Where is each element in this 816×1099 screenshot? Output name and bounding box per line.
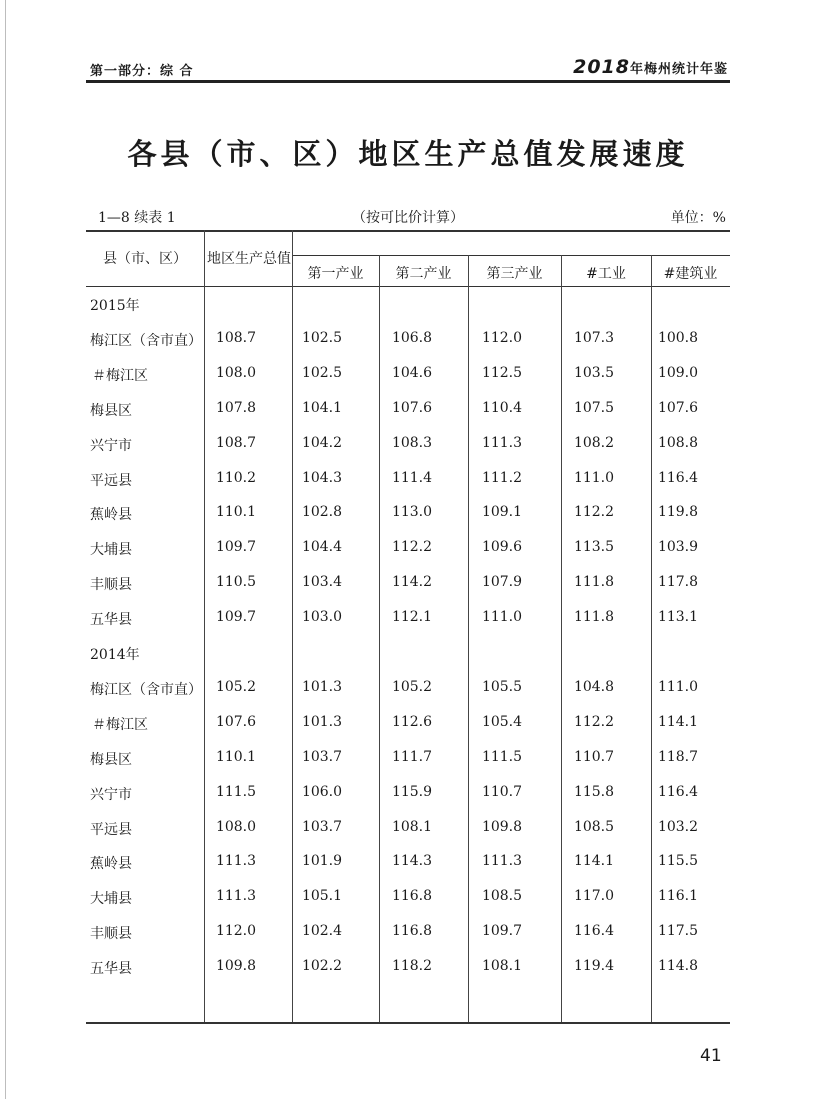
region-name: 五华县 — [90, 612, 132, 629]
value-cell: 112.2 — [391, 539, 433, 556]
table-row — [86, 609, 730, 629]
value-cell: 111.5 — [481, 748, 523, 765]
table-row — [86, 749, 730, 769]
region-name: 大埔县 — [90, 891, 132, 908]
value-cell: 101.9 — [301, 853, 343, 870]
value-cell: 115.5 — [657, 853, 699, 870]
value-cell: 103.7 — [301, 748, 343, 765]
value-cell: 102.8 — [301, 504, 343, 521]
value-cell: 107.3 — [573, 329, 615, 346]
value-cell: 108.5 — [573, 818, 615, 835]
value-cell: 108.7 — [215, 434, 257, 451]
table-row — [86, 330, 730, 350]
value-cell: 119.4 — [573, 958, 615, 975]
table-row — [86, 714, 730, 734]
table-bottom-rule — [86, 1022, 730, 1024]
value-cell: 109.7 — [215, 539, 257, 556]
value-cell: 109.6 — [481, 539, 523, 556]
value-cell: 111.5 — [215, 783, 257, 800]
value-cell: 110.7 — [481, 783, 523, 800]
value-cell: 119.8 — [657, 504, 699, 521]
value-cell: 104.1 — [301, 399, 343, 416]
region-name: 兴宁市 — [90, 786, 132, 803]
value-cell: 113.0 — [391, 504, 433, 521]
table-row — [86, 400, 730, 420]
region-name: 平远县 — [90, 472, 132, 489]
book-title — [573, 56, 728, 78]
value-cell: 107.6 — [391, 399, 433, 416]
value-cell: 114.1 — [573, 853, 615, 870]
region-name: 兴宁市 — [90, 437, 132, 454]
value-cell: 104.4 — [301, 539, 343, 556]
value-cell: 116.4 — [573, 923, 615, 940]
table-row — [86, 819, 730, 839]
value-cell: 116.4 — [657, 469, 699, 486]
region-name: ＃梅江区 — [92, 716, 148, 733]
value-cell: 103.5 — [573, 364, 615, 381]
table-unit: 单位：% — [670, 210, 726, 226]
region-name: 蕉岭县 — [90, 507, 132, 524]
value-cell: 107.6 — [657, 399, 699, 416]
value-cell: 105.1 — [301, 888, 343, 905]
value-cell: 111.4 — [391, 469, 433, 486]
running-header — [86, 56, 730, 82]
value-cell: 111.7 — [391, 748, 433, 765]
table-row — [86, 853, 730, 873]
region-name: 大埔县 — [90, 542, 132, 559]
year-label: 2014年 — [90, 647, 140, 663]
value-cell: 109.7 — [215, 609, 257, 626]
value-cell: 111.0 — [657, 678, 699, 695]
value-cell: 117.8 — [657, 574, 699, 591]
region-name: 梅县区 — [90, 402, 132, 419]
value-cell: 104.6 — [391, 364, 433, 381]
value-cell: 113.1 — [657, 609, 699, 626]
value-cell: 110.5 — [215, 574, 257, 591]
table-row — [86, 365, 730, 385]
value-cell: 108.3 — [391, 434, 433, 451]
value-cell: 106.8 — [391, 329, 433, 346]
book-year: 2018 — [573, 56, 630, 78]
book-name: 年梅州统计年鉴 — [629, 62, 728, 77]
value-cell: 110.1 — [215, 504, 257, 521]
table-row — [86, 435, 730, 455]
region-name: 平远县 — [90, 821, 132, 838]
table-row — [86, 888, 730, 908]
value-cell: 102.5 — [301, 364, 343, 381]
table-row — [86, 574, 730, 594]
value-cell: 108.5 — [481, 888, 523, 905]
value-cell: 112.5 — [481, 364, 523, 381]
col-header-industry: #工业 — [586, 266, 626, 282]
value-cell: 102.2 — [301, 958, 343, 975]
col-header-tertiary: 第三产业 — [486, 266, 543, 282]
value-cell: 104.8 — [573, 678, 615, 695]
value-cell: 109.8 — [215, 958, 257, 975]
value-cell: 107.8 — [215, 399, 257, 416]
value-cell: 111.2 — [481, 469, 523, 486]
value-cell: 116.8 — [391, 888, 433, 905]
value-cell: 112.2 — [573, 713, 615, 730]
value-cell: 112.0 — [481, 329, 523, 346]
value-cell: 111.3 — [481, 434, 523, 451]
table-row — [86, 679, 730, 699]
value-cell: 109.0 — [657, 364, 699, 381]
value-cell: 101.3 — [301, 713, 343, 730]
region-name: 梅江区（含市直） — [90, 332, 202, 349]
value-cell: 111.3 — [215, 853, 257, 870]
value-cell: 107.9 — [481, 574, 523, 591]
value-cell: 103.4 — [301, 574, 343, 591]
value-cell: 103.2 — [657, 818, 699, 835]
value-cell: 112.6 — [391, 713, 433, 730]
value-cell: 113.5 — [573, 539, 615, 556]
value-cell: 104.3 — [301, 469, 343, 486]
value-cell: 116.4 — [657, 783, 699, 800]
table-row — [86, 923, 730, 943]
value-cell: 103.9 — [657, 539, 699, 556]
value-cell: 102.4 — [301, 923, 343, 940]
value-cell: 111.3 — [215, 888, 257, 905]
table-row — [86, 539, 730, 559]
table-note: （按可比价计算） — [352, 210, 464, 226]
value-cell: 116.8 — [391, 923, 433, 940]
value-cell: 111.3 — [481, 853, 523, 870]
table-row — [86, 504, 730, 524]
table-row — [86, 784, 730, 804]
value-cell: 110.4 — [481, 399, 523, 416]
region-name: 丰顺县 — [90, 577, 132, 594]
value-cell: 118.7 — [657, 748, 699, 765]
value-cell: 103.7 — [301, 818, 343, 835]
value-cell: 110.2 — [215, 469, 257, 486]
value-cell: 115.9 — [391, 783, 433, 800]
subheader-top-rule — [292, 255, 730, 256]
col-header-gdp: 地区生产总值 — [207, 251, 291, 267]
value-cell: 114.1 — [657, 713, 699, 730]
year-label: 2015年 — [90, 298, 140, 314]
value-cell: 112.2 — [573, 504, 615, 521]
value-cell: 105.4 — [481, 713, 523, 730]
region-name: 五华县 — [90, 961, 132, 978]
value-cell: 109.7 — [481, 923, 523, 940]
value-cell: 105.2 — [391, 678, 433, 695]
value-cell: 100.8 — [657, 329, 699, 346]
value-cell: 114.3 — [391, 853, 433, 870]
value-cell: 110.7 — [573, 748, 615, 765]
value-cell: 107.6 — [215, 713, 257, 730]
region-name: 蕉岭县 — [90, 856, 132, 873]
value-cell: 111.8 — [573, 609, 615, 626]
region-name: ＃梅江区 — [92, 367, 148, 384]
value-cell: 107.5 — [573, 399, 615, 416]
value-cell: 105.2 — [215, 678, 257, 695]
value-cell: 114.8 — [657, 958, 699, 975]
page-number: 41 — [700, 1046, 722, 1066]
col-header-construction: #建筑业 — [663, 266, 718, 282]
value-cell: 108.1 — [391, 818, 433, 835]
value-cell: 117.0 — [573, 888, 615, 905]
page-title: 各县（市、区）地区生产总值发展速度 — [127, 137, 689, 171]
value-cell: 111.8 — [573, 574, 615, 591]
value-cell: 108.1 — [481, 958, 523, 975]
value-cell: 108.0 — [215, 364, 257, 381]
value-cell: 117.5 — [657, 923, 699, 940]
value-cell: 101.3 — [301, 678, 343, 695]
region-name: 丰顺县 — [90, 926, 132, 943]
page-edge-rule — [5, 0, 6, 1099]
col-header-secondary: 第二产业 — [395, 266, 452, 282]
value-cell: 112.1 — [391, 609, 433, 626]
value-cell: 110.1 — [215, 748, 257, 765]
value-cell: 109.8 — [481, 818, 523, 835]
header-bottom-rule — [86, 286, 730, 287]
value-cell: 114.2 — [391, 574, 433, 591]
value-cell: 103.0 — [301, 609, 343, 626]
header-rule — [86, 80, 730, 83]
table-id: 1—8 续表 1 — [98, 210, 176, 226]
value-cell: 109.1 — [481, 504, 523, 521]
value-cell: 111.0 — [573, 469, 615, 486]
value-cell: 111.0 — [481, 609, 523, 626]
value-cell: 108.7 — [215, 329, 257, 346]
col-header-primary: 第一产业 — [307, 266, 364, 282]
value-cell: 116.1 — [657, 888, 699, 905]
table-meta — [86, 207, 730, 229]
value-cell: 104.2 — [301, 434, 343, 451]
table-row — [86, 958, 730, 978]
value-cell: 106.0 — [301, 783, 343, 800]
col-header-region: 县（市、区） — [103, 251, 187, 267]
value-cell: 112.0 — [215, 923, 257, 940]
region-name: 梅县区 — [90, 751, 132, 768]
region-name: 梅江区（含市直） — [90, 681, 202, 698]
value-cell: 108.0 — [215, 818, 257, 835]
value-cell: 118.2 — [391, 958, 433, 975]
value-cell: 102.5 — [301, 329, 343, 346]
table-top-rule — [86, 230, 730, 232]
section-label: 第一部分：综 合 — [90, 64, 194, 79]
value-cell: 108.2 — [573, 434, 615, 451]
value-cell: 115.8 — [573, 783, 615, 800]
value-cell: 105.5 — [481, 678, 523, 695]
value-cell: 108.8 — [657, 434, 699, 451]
data-table — [86, 230, 730, 1024]
table-row — [86, 470, 730, 490]
